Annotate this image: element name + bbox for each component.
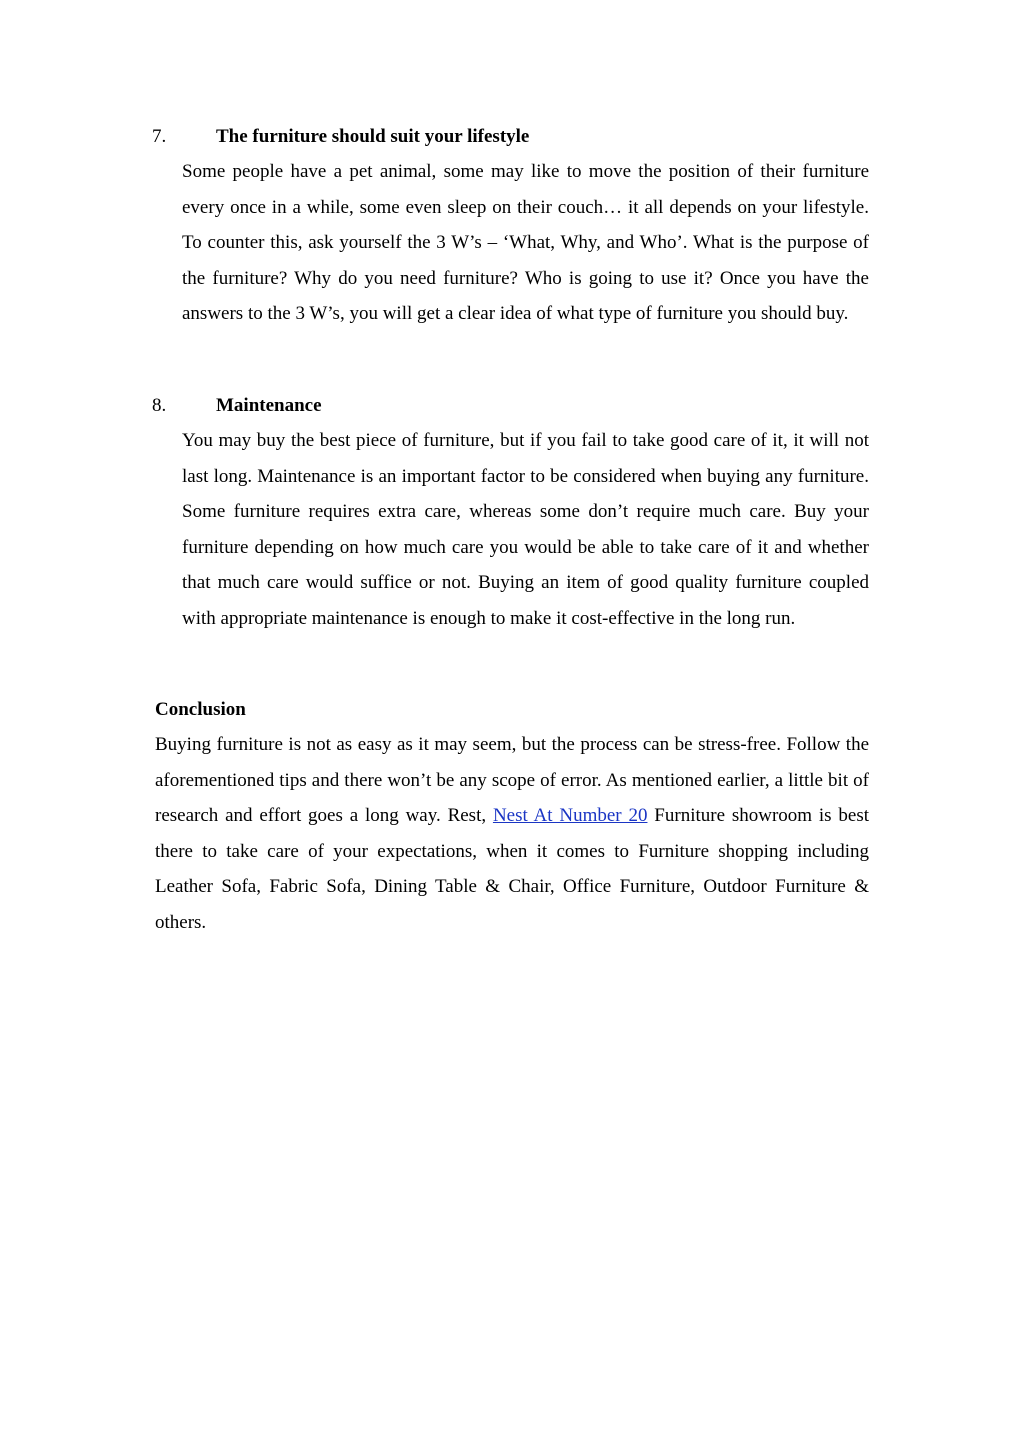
item-7-number: 7. xyxy=(152,126,167,147)
conclusion-text-before-link: Buying furniture is not as easy as it may seem, but the process can be stress-free. Follow the aforementioned tips and there won’t be any scope of error. As mentioned earlier, a little bit of research and effort goes a long way. Rest, xyxy=(155,734,869,827)
item-7-heading xyxy=(152,125,872,149)
nest-at-number-20-link[interactable]: Nest At Number 20 xyxy=(492,805,648,827)
item-8-body: You may buy the best piece of furniture, but if you fail to take good care of it, it will not last long. Maintenance is an important factor to be considered when buying any furniture. Some furniture requires extra care, whereas some don’t require much care. Buy your furniture depending on how much care you would be able to take care of it and whether that much care would suffice or not. Buying an item of good quality furniture coupled with appropriate maintenance is enough to make it cost-effective in the long run. xyxy=(182,430,869,629)
item-8-heading xyxy=(152,394,872,418)
item-7-title: The furniture should suit your lifestyle xyxy=(216,126,530,147)
item-8-title: Maintenance xyxy=(216,395,322,416)
item-8-number: 8. xyxy=(152,395,167,416)
conclusion-title: Conclusion xyxy=(155,699,246,720)
conclusion-body xyxy=(155,727,869,941)
item-7-body: Some people have a pet animal, some may like to move the position of their furniture every once in a while, some even sleep on their couch… it all depends on your lifestyle. To counter this, ask yourself the 3 W’s – ‘What, Why, and Who’. What is the purpose of the furniture? Why do you need furniture? Who is going to use it? Once you have the answers to the 3 W’s, you will get a clear idea of what type of furniture you should buy. xyxy=(182,161,869,325)
conclusion-text-after-link: Furniture showroom is best there to take care of your expectations, when it comes to Furniture shopping including Leather Sofa, Fabric Sofa, Dining Table & Chair, Office Furniture, Outdoor Furniture & others. xyxy=(155,805,869,933)
